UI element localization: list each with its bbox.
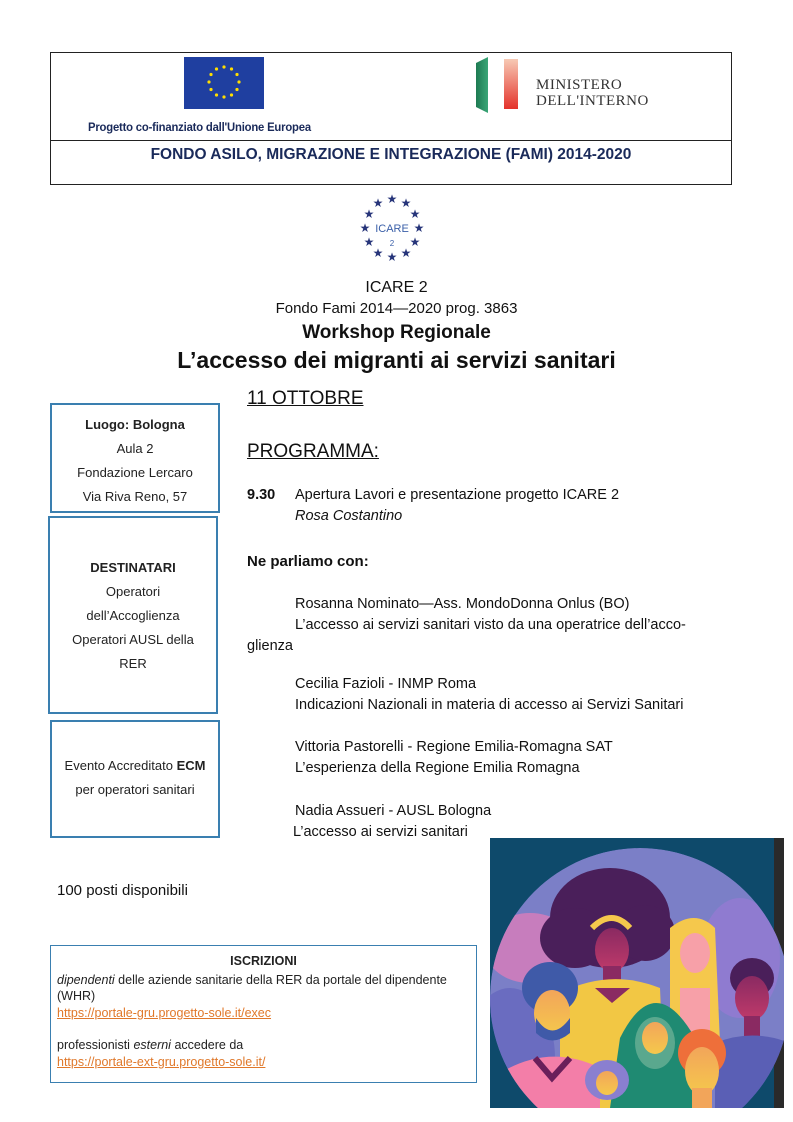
opening-time: 9.30 [247,487,276,503]
location-address: Via Riva Reno, 57 [82,489,188,504]
program-heading: PROGRAMMA: [247,441,379,462]
seats-available: 100 posti disponibili [57,882,188,899]
ecm-prefix: Evento Accreditato [64,758,177,773]
ecm-line-1 [52,754,218,778]
registration-box [50,945,477,1083]
employees-text [57,972,470,1005]
speaker-topic: L’accesso ai servizi sanitari [293,824,468,840]
svg-text:★: ★ [409,235,421,249]
speaker-name: Rosanna Nominato—Ass. MondoDonna Onlus (BO) [295,596,630,612]
people-illustration [490,838,784,1108]
audience-box [48,516,218,714]
speaker-topic-continued: glienza [247,638,293,654]
speaker-name: Nadia Assueri - AUSL Bologna [295,803,492,819]
svg-text:★: ★ [400,246,412,260]
event-date: 11 OTTOBRE [247,388,364,409]
ministry-flag-logo [474,55,524,113]
eu-stars [207,65,240,98]
workshop-label: Workshop Regionale [302,322,491,343]
svg-text:★: ★ [372,246,384,260]
audience-line: Operatori [105,584,161,599]
speakers-heading: Ne parliamo con: [247,553,369,570]
page-title: L’accesso dei migranti ai servizi sanitari [177,347,616,373]
ministry-line-2: DELL'INTERNO [536,93,649,109]
audience-label: DESTINATARI [90,560,176,575]
project-name: ICARE 2 [365,279,428,296]
location-label: Luogo: Bologna [85,417,185,432]
fund-title: FONDO ASILO, MIGRAZIONE E INTEGRAZIONE (FAMI) 2014-2020 [150,146,632,163]
audience-line: dell’Accoglienza [86,608,180,623]
location-venue: Fondazione Lercaro [77,465,193,480]
external-text [57,1037,470,1054]
audience-line: RER [119,656,147,671]
speaker-topic: Indicazioni Nazionali in materia di accesso ai Servizi Sanitari [295,697,684,713]
svg-text:★: ★ [359,221,371,235]
eu-flag-logo [184,57,264,109]
svg-text:★: ★ [413,221,425,235]
ecm-bold: ECM [176,758,206,773]
svg-text:★: ★ [400,196,412,210]
speaker-name: Vittoria Pastorelli - Regione Emilia-Romagna SAT [295,739,613,755]
ecm-line-2: per operatori sanitari [75,782,195,797]
speaker-topic: L’accesso ai servizi sanitari visto da una operatrice dell’acco- [295,617,686,633]
header-divider [50,140,732,141]
speaker-name: Cecilia Fazioli - INMP Roma [295,676,477,692]
external-italic: esterni [133,1038,171,1052]
ministry-line-1: MINISTERO [536,77,623,93]
speaker-topic: L’esperienza della Regione Emilia Romagna [295,760,580,776]
opening-title: Apertura Lavori e presentazione progetto ICARE 2 [295,487,620,503]
svg-text:★: ★ [386,250,398,264]
audience-line: Operatori AUSL della [72,632,194,647]
external-portal-link[interactable]: https://portale-ext-gru.progetto-sole.it/ [57,1054,266,1069]
employees-desc: delle aziende sanitarie della RER da portale del dipendente (WHR) [57,972,447,1003]
svg-text:★: ★ [386,192,398,206]
registration-title: ISCRIZIONI [230,954,297,968]
icare-logo-number: 2 [389,239,395,248]
location-box [50,403,220,513]
svg-text:★: ★ [372,196,384,210]
location-room: Aula 2 [116,441,154,456]
icare-logo-text: ICARE [375,223,409,235]
svg-text:★: ★ [409,207,421,221]
eu-cofinanced-text: Progetto co-finanziato dall'Unione Europea [88,120,311,134]
opening-speaker: Rosa Costantino [295,508,403,524]
external-suffix: accedere da [170,1038,244,1052]
svg-text:★: ★ [363,235,375,249]
header-box [50,52,732,185]
employees-portal-link[interactable]: https://portale-gru.progetto-sole.it/exec [57,1005,272,1020]
icare-logo [352,190,432,264]
svg-text:★: ★ [363,207,375,221]
employees-italic: dipendenti [57,972,115,987]
fund-program: Fondo Fami 2014—2020 prog. 3863 [275,300,518,317]
ecm-box [50,720,220,838]
external-prefix: professionisti [57,1038,134,1052]
ministry-name [536,77,649,109]
